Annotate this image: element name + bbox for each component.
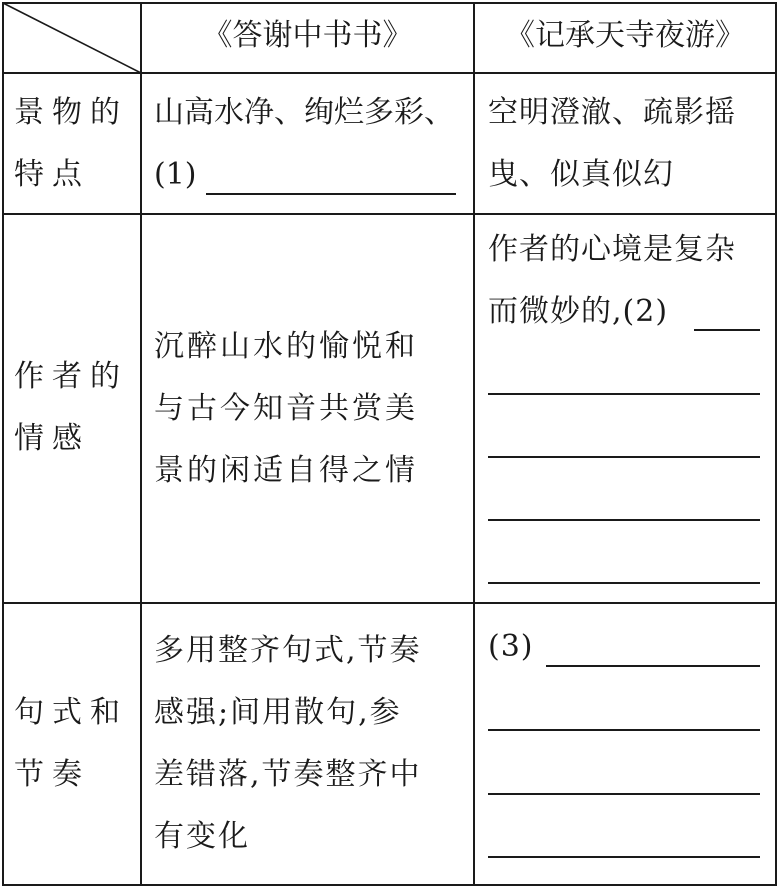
label-line: 情感 (14, 421, 90, 456)
column-divider-1 (140, 2, 142, 886)
scenery-col2 (488, 82, 736, 206)
header-chengtian-temple: 《记承天寺夜游》 (505, 18, 745, 53)
label-author-emotion (14, 346, 128, 470)
cell-text: 多用整齐句式,节奏 (154, 633, 422, 668)
corner-diagonal (0, 0, 142, 74)
cell-text: 作者的心境是复杂 (488, 232, 736, 267)
label-line: 特点 (14, 157, 90, 192)
label-line: 景物的 (14, 95, 128, 130)
table-border-right (775, 2, 777, 886)
answer-blank-3-line[interactable] (488, 856, 760, 858)
table-border-bottom (2, 884, 777, 886)
header-answer-xie-zhongshu: 《答谢中书书》 (202, 18, 413, 53)
sentence-col1 (154, 620, 422, 868)
cell-text-with-blank (488, 281, 736, 343)
row-divider-scenery (2, 213, 777, 215)
row-divider-emotion (2, 602, 777, 604)
cell-text: 山高水净、绚烂多彩、 (154, 95, 454, 130)
label-scenery-features (14, 82, 128, 206)
label-line: 句式和 (14, 695, 128, 730)
answer-blank-2-line[interactable] (488, 456, 760, 458)
cell-text: 沉醉山水的愉悦和 (154, 329, 418, 364)
cell-text: 与古今知音共赏美 (154, 391, 418, 426)
answer-blank-2-line[interactable] (488, 519, 760, 521)
cell-text: 感强;间用散句,参 (154, 695, 402, 730)
sentence-col2 (488, 616, 534, 678)
cell-text: 景的闲适自得之情 (154, 453, 418, 488)
column-divider-2 (473, 2, 475, 886)
answer-blank-1[interactable] (206, 193, 456, 195)
table-border-left (2, 2, 4, 886)
emotion-col2 (488, 219, 736, 343)
emotion-col1 (154, 316, 418, 502)
answer-blank-3-line[interactable] (488, 793, 760, 795)
cell-text-with-blank (488, 616, 534, 678)
label-sentence-rhythm (14, 682, 128, 806)
label-line: 作者的 (14, 359, 128, 394)
blank-number-1: (1) (154, 157, 197, 192)
cell-text: 空明澄澈、疏影摇 (488, 95, 736, 130)
answer-blank-3-line[interactable] (488, 729, 760, 731)
answer-blank-2[interactable] (694, 329, 760, 331)
cell-text: 有变化 (154, 819, 250, 854)
blank-number-3: (3) (488, 629, 534, 664)
scenery-col1 (154, 82, 454, 206)
cell-text: 差错落,节奏整齐中 (154, 757, 422, 792)
cell-text-with-blank (154, 144, 454, 206)
answer-blank-2-line[interactable] (488, 393, 760, 395)
answer-blank-3[interactable] (546, 665, 760, 667)
cell-text: 曳、似真似幻 (488, 157, 674, 192)
answer-blank-2-line[interactable] (488, 582, 760, 584)
blank-number-2: 而微妙的,(2) (488, 294, 669, 329)
label-line: 节奏 (14, 757, 90, 792)
